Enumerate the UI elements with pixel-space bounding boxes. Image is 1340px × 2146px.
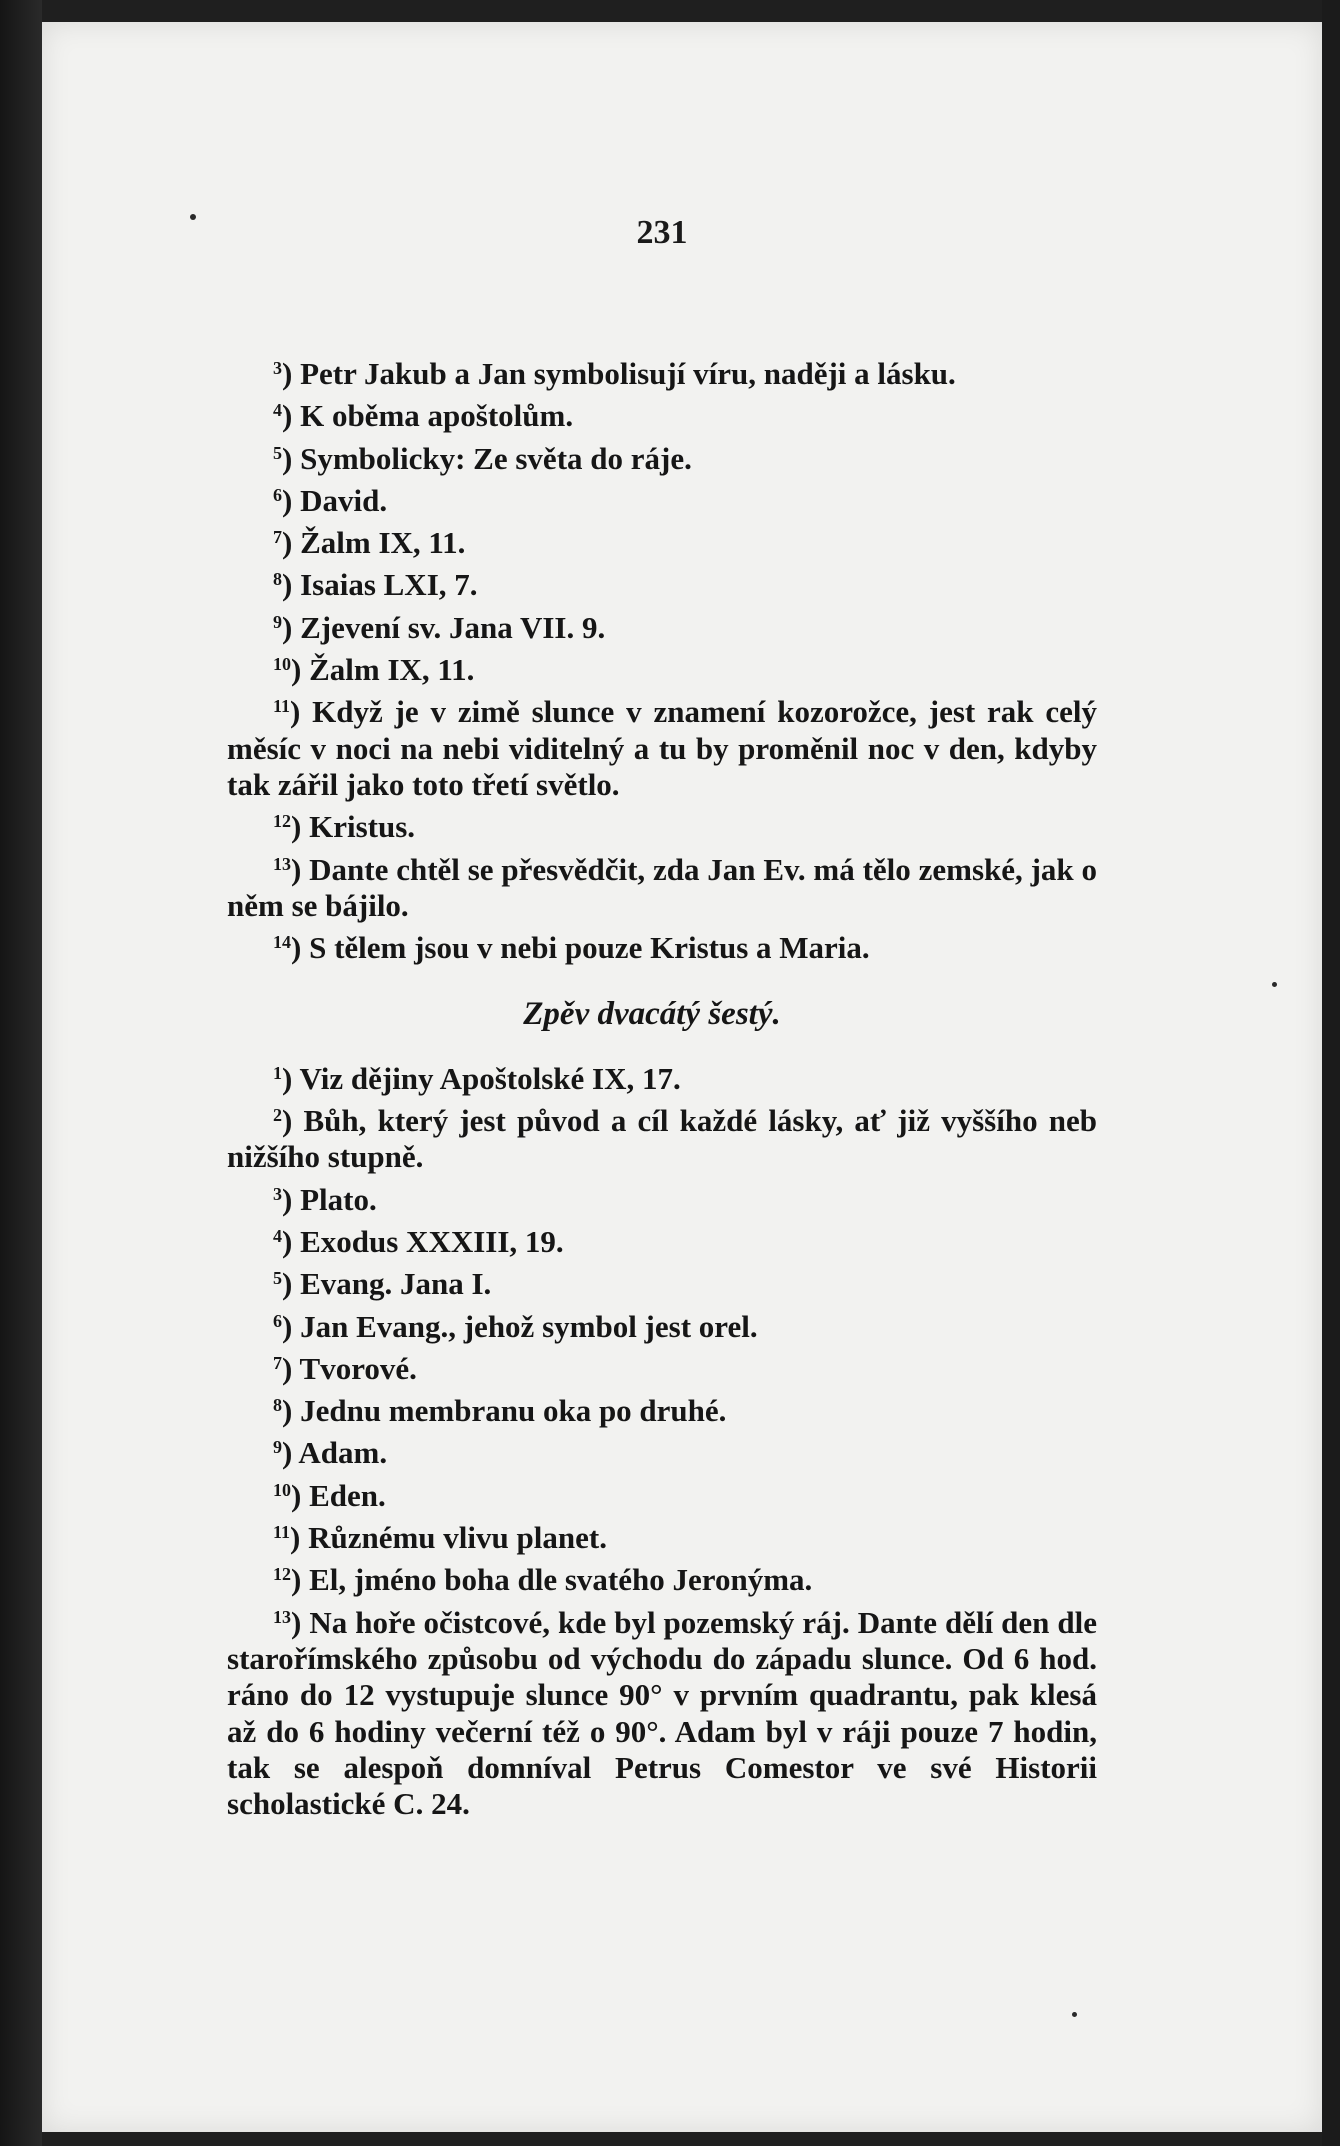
footnotes-body [227,350,1097,1822]
footnote: $^{13}$) Na hoře očistcové, kde byl pozemský ráj. Dante dělí den dle starořímského způsobu od východu do západu slunce. Od 6 hod. ráno do 12 vystupuje slunce 90° v prvním quadrantu, pak klesá až do 6 hodiny večerní též o 90°. Adam byl v ráji pouze 7 hodin, tak se alespoň domníval Petrus Comestor ve své Historii scholastické C. 24. [227,1604,1098,1822]
scan-speck [190,214,196,220]
footnote-number: 3 [273,358,282,378]
footnote: $^9$) Zjevení sv. Jana VII. 9. [273,609,606,645]
footnote: $^{11}$) Různému vlivu planet. [273,1520,607,1556]
footnote: $^1$) Viz dějiny Apoštolské IX, 17. [273,1060,681,1096]
footnote-text: Exodus XXXIII, 19. [300,1223,564,1259]
footnote-number: 12 [273,1564,291,1585]
footnote-text: Symbolicky: Ze světa do ráje. [300,440,692,476]
footnote-number: 5 [273,1268,282,1289]
footnote: $^7$) Tvorové. [273,1350,417,1386]
footnotes-section-1 [227,350,1097,966]
footnote-text: S tělem jsou v nebi pouze Kristus a Maria. [309,930,870,966]
footnote-text: Evang. Jana I. [300,1266,492,1302]
footnote-number: 6 [273,484,282,505]
footnote-text: Různému vlivu planet. [308,1520,607,1556]
footnote-text: Na hoře očistcové, kde byl pozemský ráj. Dante dělí den dle starořímského způsobu od východu do západu slunce. Od 6 hod. ráno do 12 vystupuje slunce 90° v prvním quadrantu, pak klesá až do 6 hodiny večerní též o 90°. Adam byl v ráji pouze 7 hodin, tak se alespoň domníval Petrus Comestor ve své Historii scholastické C. 24. [227,1604,1098,1822]
footnote-text: Eden. [309,1477,386,1513]
footnote-text: Jednu membranu oka po druhé. [300,1393,727,1429]
footnote: $^3$) Petr Jakub a Jan symbolisují víru, naději a lásku. [273,356,956,391]
page-number: 231 [636,214,688,251]
footnote-text: Tvorové. [299,1350,417,1386]
scan-speck [1072,2012,1077,2017]
footnote: $^6$) David. [273,482,388,518]
footnote-number: 7 [273,1352,282,1373]
footnote-number: 11 [273,1522,291,1543]
paper-sheet [42,22,1322,2132]
footnote-text: Petr Jakub a Jan symbolisují víru, naději a lásku. [300,356,956,391]
footnote-number: 8 [273,1395,282,1416]
footnote-number: 13 [273,853,291,874]
footnote: $^8$) Isaias LXI, 7. [273,567,478,603]
footnote-number: 9 [273,1437,282,1458]
footnote: $^5$) Evang. Jana I. [273,1266,492,1302]
footnote: $^9$) Adam. [273,1435,388,1471]
footnote-number: 9 [273,611,282,632]
footnote-number: 6 [273,1310,282,1331]
footnote-number: 12 [273,811,291,832]
footnote: $^6$) Jan Evang., jehož symbol jest orel. [273,1308,758,1344]
footnote: $^{14}$) S tělem jsou v nebi pouze Kristus a Maria. [273,930,870,966]
footnote-number: 4 [273,1225,282,1246]
footnote: $^{10}$) Eden. [273,1477,386,1513]
right-scan-border [1322,0,1340,2146]
footnote-number: 1 [273,1062,282,1083]
left-scan-border [0,0,42,2146]
footnote: $^4$) Exodus XXXIII, 19. [273,1223,564,1259]
chapter-heading: Zpěv dvacátý šestý. [523,996,781,1033]
footnote-text: Isaias LXI, 7. [300,567,478,603]
footnote-number: 2 [273,1105,282,1126]
footnote: $^2$) Bůh, který jest původ a cíl každé lásky, ať již vyššího neb nižšího stupně. [227,1103,1097,1175]
footnote-text: Kristus. [309,809,416,845]
footnote: $^{10}$) Žalm IX, 11. [273,652,475,688]
footnote-number: 13 [273,1606,291,1627]
footnote: $^{13}$) Dante chtěl se přesvědčit, zda Jan Ev. má tělo zemské, jak o něm se bájilo. [227,851,1097,923]
footnote-text: Plato. [300,1181,377,1217]
footnote-number: 10 [273,654,291,675]
footnote-number: 5 [273,442,282,463]
footnote-text: David. [300,482,388,518]
footnote-text: Zjevení sv. Jana VII. 9. [300,609,606,645]
footnote-text: Žalm IX, 11. [300,525,466,561]
footnote: $^4$) K oběma apoštolům. [273,398,574,434]
footnote-text: K oběma apoštolům. [300,398,574,434]
footnote-text: Adam. [298,1435,388,1471]
footnote-text: Bůh, který jest původ a cíl každé lásky, ať již vyššího neb nižšího stupně. [227,1103,1097,1175]
footnote-number: 14 [273,932,291,953]
footnote: $^{12}$) El, jméno boha dle svatého Jeronýma. [273,1562,813,1598]
footnote-text: Když je v zimě slunce v znamení kozorožce, jest rak celý měsíc v noci na nebi viditelný a tu by proměnil noc v den, kdyby tak zářil jako toto třetí světlo. [227,694,1098,802]
footnote: $^8$) Jednu membranu oka po druhé. [273,1393,727,1429]
footnote-number: 10 [273,1479,291,1500]
footnote-number: 11 [273,696,291,717]
footnotes-section-2 [227,1055,1097,1823]
footnote: $^7$) Žalm IX, 11. [273,525,466,561]
footnote-text: Jan Evang., jehož symbol jest orel. [300,1308,758,1344]
footnote-text: Viz dějiny Apoštolské IX, 17. [299,1060,681,1096]
footnote-number: 4 [273,400,282,421]
footnote-text: Žalm IX, 11. [309,652,475,688]
footnote-number: 7 [273,527,282,548]
footnote: $^{12}$) Kristus. [273,809,416,845]
footnote-number: 8 [273,569,282,590]
footnote-number: 3 [273,1183,282,1204]
scan-speck [1272,982,1277,987]
footnote: $^3$) Plato. [273,1181,377,1217]
footnote: $^{11}$) Když je v zimě slunce v znamení kozorožce, jest rak celý měsíc v noci na nebi viditelný a tu by proměnil noc v den, kdyby tak zářil jako toto třetí světlo. [227,694,1098,802]
footnote-text: El, jméno boha dle svatého Jeronýma. [309,1562,813,1598]
footnote: $^5$) Symbolicky: Ze světa do ráje. [273,440,692,476]
footnote-text: Dante chtěl se přesvědčit, zda Jan Ev. má tělo zemské, jak o něm se bájilo. [227,851,1097,923]
